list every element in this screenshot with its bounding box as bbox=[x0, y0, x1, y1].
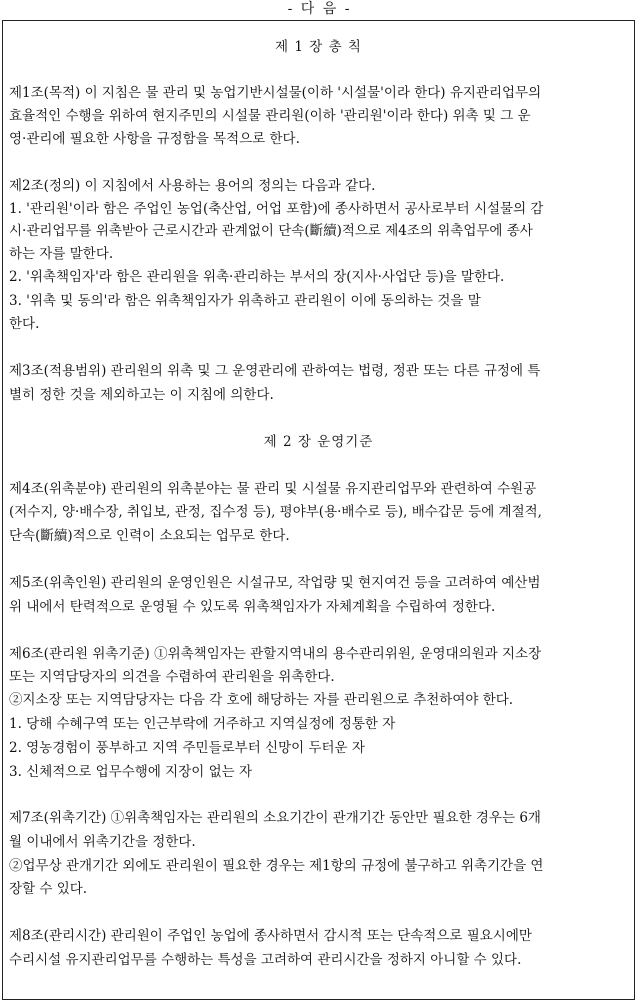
article-7-line: 제7조(위촉기간) ①위촉책임자는 관리원의 소요기간이 관개기간 동안만 필요한 경우는 6개 bbox=[9, 810, 541, 826]
article-7-line: 월 이내에서 위촉기간을 정한다. bbox=[9, 834, 196, 850]
article-7-line: 장할 수 있다. bbox=[9, 881, 88, 897]
article-3-line: 별히 정한 것을 제외하고는 이 지침에 의한다. bbox=[9, 387, 274, 403]
article-5-line: 제5조(위촉인원) 관리원의 운영인원은 시설규모, 작업량 및 현지여건 등을 고려하여 예산범 bbox=[9, 575, 541, 591]
article-4-line: (저수지, 양·배수장, 취입보, 관정, 집수정 등), 평야부(용·배수로 등), 배수갑문 등에 계절적, bbox=[9, 504, 542, 520]
article-6-line: 1. 당해 수혜구역 또는 인근부락에 거주하고 지역실정에 정통한 자 bbox=[9, 716, 396, 732]
article-6-line: 또는 지역담당자의 의견을 수렴하여 관리원을 위촉한다. bbox=[9, 669, 335, 685]
article-1-line: 제1조(목적) 이 지침은 물 관리 및 농업기반시설물(이하 '시설물'이라 한다) 유지관리업무의 bbox=[9, 85, 542, 101]
article-2-line: 하는 자를 말한다. bbox=[9, 246, 114, 262]
article-8-line: 수리시설 유지관리업무를 수행하는 특성을 고려하여 관리시간을 정하지 아니할 수 있다. bbox=[9, 952, 522, 968]
page-header: - 다 음 - bbox=[287, 1, 352, 17]
article-2-line: 제2조(정의) 이 지침에서 사용하는 용어의 정의는 다음과 같다. bbox=[9, 178, 376, 194]
article-4-line: 단속(斷續)적으로 인력이 소요되는 업무로 한다. bbox=[9, 528, 290, 544]
article-6-line: 제6조(관리원 위촉기준) ①위촉책임자는 관할지역내의 용수관리위원, 운영대의원과 지소장 bbox=[9, 646, 542, 662]
article-5-line: 위 내에서 탄력적으로 운영될 수 있도록 위촉책임자가 자체계획을 수립하여 정한다. bbox=[9, 599, 496, 615]
article-2-line: 2. '위촉책임자'라 함은 관리원을 위촉·관리하는 부서의 장(지사·사업단 등)을 말한다. bbox=[9, 269, 505, 285]
chapter-2-title: 제 2 장 운영기준 bbox=[263, 434, 374, 450]
article-2-line: 시·관리업무를 위촉받아 근로시간과 관계없이 단속(斷續)적으로 제4조의 위촉업무에 종사 bbox=[9, 223, 533, 239]
article-6-line: 3. 신체적으로 업무수행에 지장이 없는 자 bbox=[9, 764, 252, 780]
article-1-line: 영·관리에 필요한 사항을 규정함을 목적으로 한다. bbox=[9, 131, 300, 147]
chapter-1-title: 제 1 장 총 칙 bbox=[275, 39, 362, 55]
article-3-line: 제3조(적용범위) 관리원의 위촉 및 그 운영관리에 관하여는 법령, 정관 또는 다른 규정에 특 bbox=[9, 363, 541, 379]
article-7-line: ②업무상 관개기간 외에도 관리원이 필요한 경우는 제1항의 규정에 불구하고 위촉기간을 연 bbox=[9, 858, 544, 874]
article-2-line: 1. '관리원'이라 함은 주업인 농업(축산업, 어업 포함)에 종사하면서 공사로부터 시설물의 감 bbox=[9, 201, 544, 217]
article-8-line: 제8조(관리시간) 관리원이 주업인 농업에 종사하면서 감시적 또는 단속적으로 필요시에만 bbox=[9, 928, 532, 944]
article-6-line: ②지소장 또는 지역담당자는 다음 각 호에 해당하는 자를 관리원으로 추천하여야 한다. bbox=[9, 692, 514, 708]
article-2-line: 한다. bbox=[9, 316, 40, 332]
article-1-line: 효율적인 수행을 위하여 현지주민의 시설물 관리원(이하 '관리원'이라 한다) 위촉 및 그 운 bbox=[9, 108, 531, 124]
article-6-line: 2. 영농경험이 풍부하고 지역 주민들로부터 신망이 두터운 자 bbox=[9, 740, 365, 756]
document-box bbox=[2, 20, 635, 1000]
article-4-line: 제4조(위촉분야) 관리원의 위촉분야는 물 관리 및 시설물 유지관리업무와 관련하여 수원공 bbox=[9, 481, 537, 497]
article-2-line: 3. '위촉 및 동의'라 함은 위촉책임자가 위촉하고 관리원이 이에 동의하는 것을 말 bbox=[9, 293, 481, 309]
